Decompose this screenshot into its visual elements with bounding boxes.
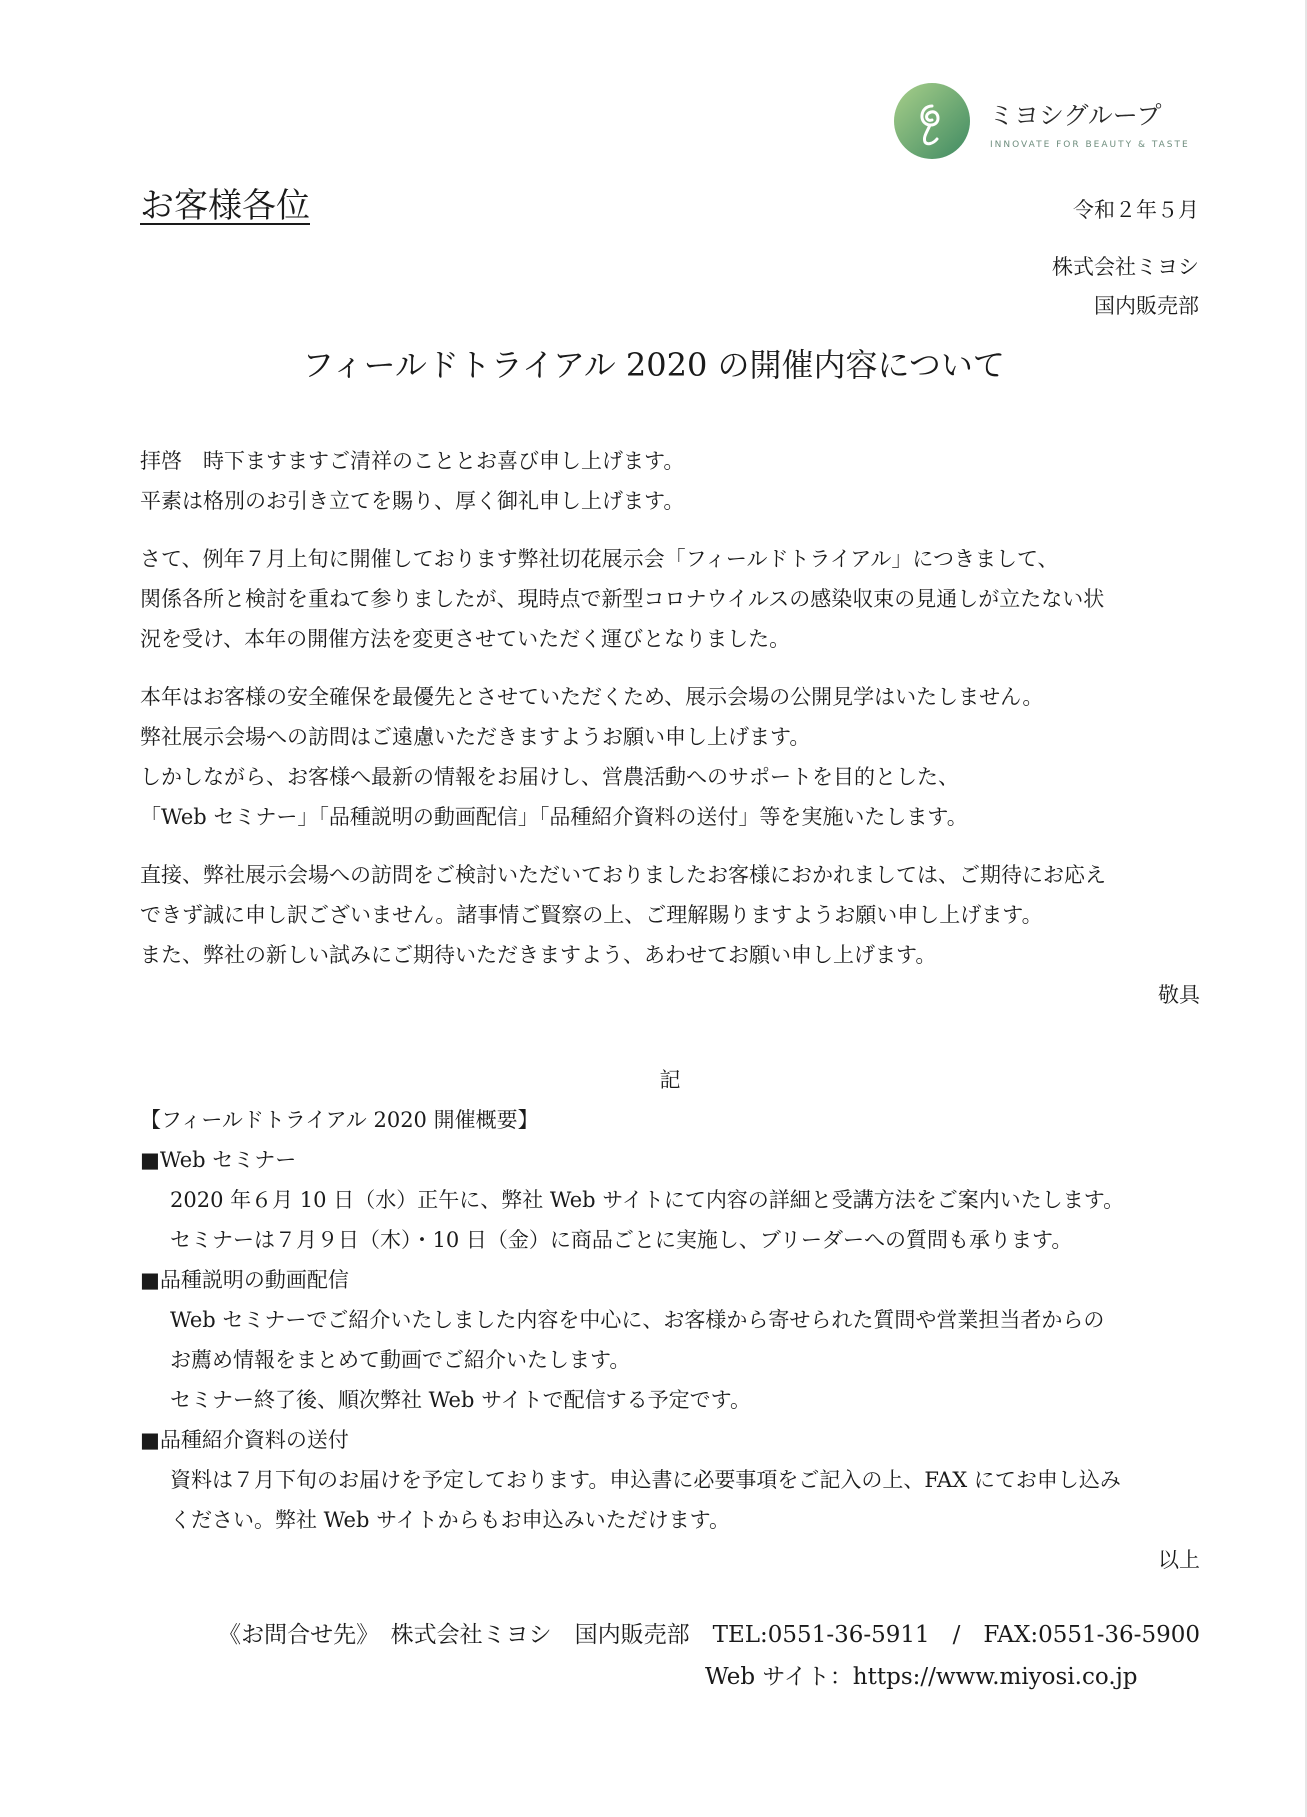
section-line: お薦め情報をまとめて動画でご紹介いたします。 bbox=[170, 1348, 631, 1372]
logo-tagline: INNOVATE FOR BEAUTY & TASTE bbox=[990, 140, 1190, 150]
contact-website[interactable]: Web サイト：https://www.miyosi.co.jp bbox=[705, 1664, 1138, 1690]
section-line: 2020 年６月 10 日（水）正午に、弊社 Web サイトにて内容の詳細と受講方法をご案内いたします。 bbox=[170, 1188, 1125, 1212]
paragraph-line: 弊社展示会場への訪問はご遠慮いただきますようお願い申し上げます。 bbox=[140, 725, 811, 749]
section-line: 資料は７月下旬のお届けを予定しております。申込書に必要事項をご記入の上、FAX にてお申し込み bbox=[170, 1468, 1121, 1492]
paragraph-line: 本年はお客様の安全確保を最優先とさせていただくため、展示会場の公開見学はいたしません。 bbox=[140, 685, 1044, 709]
closing-keigu: 敬具 bbox=[1158, 983, 1200, 1007]
section-line: セミナーは７月９日（木）・10 日（金）に商品ごとに実施し、ブリーダーへの質問も承ります。 bbox=[170, 1228, 1073, 1252]
paragraph-line: 直接、弊社展示会場への訪問をご検討いただいておりましたお客様におかれましては、ご期待にお応え bbox=[140, 863, 1106, 887]
section-line: Web セミナーでご紹介いたしました内容を中心に、お客様から寄せられた質問や営業担当者からの bbox=[170, 1308, 1105, 1332]
paragraph-line: 況を受け、本年の開催方法を変更させていただく運びとなりました。 bbox=[140, 627, 791, 651]
paragraph-line: しかしながら、お客様へ最新の情報をお届けし、営農活動へのサポートを目的とした、 bbox=[140, 765, 959, 789]
paragraph-line: さて、例年７月上旬に開催しております弊社切花展示会「フィールドトライアル」につきまして、 bbox=[140, 547, 1059, 571]
department: 国内販売部 bbox=[1094, 294, 1199, 318]
section-title: ■Web セミナー bbox=[140, 1148, 297, 1172]
contact-phone-fax: 《お問合せ先》 株式会社ミヨシ 国内販売部 TEL:0551-36-5911 / FAX:0551-36-5900 bbox=[218, 1622, 1200, 1648]
company-logo bbox=[893, 82, 1193, 164]
closing-ijou: 以上 bbox=[1158, 1548, 1200, 1572]
contact-info bbox=[140, 1614, 1200, 1698]
recipient: お客様各位 bbox=[140, 186, 310, 226]
paragraph-line: また、弊社の新しい試みにご期待いただきますよう、あわせてお願い申し上げます。 bbox=[140, 943, 937, 967]
logo-name: ミヨシグループ bbox=[989, 101, 1162, 130]
paragraph-line: 「Web セミナー」「品種説明の動画配信」「品種紹介資料の送付」等を実施いたします。 bbox=[140, 805, 968, 829]
section-title: ■品種説明の動画配信 bbox=[140, 1268, 349, 1292]
date: 令和２年５月 bbox=[1073, 198, 1199, 222]
notice-section bbox=[140, 1060, 1200, 1580]
section-line: セミナー終了後、順次弊社 Web サイトで配信する予定です。 bbox=[170, 1388, 751, 1412]
paragraph-line: 拝啓 時下ますますご清祥のこととお喜び申し上げます。 bbox=[140, 449, 685, 473]
ki-heading: 記 bbox=[659, 1068, 681, 1092]
notice-heading: 【フィールドトライアル 2020 開催概要】 bbox=[140, 1108, 539, 1132]
company-name: 株式会社ミヨシ bbox=[1052, 255, 1199, 279]
section-line: ください。弊社 Web サイトからもお申込みいただけます。 bbox=[170, 1508, 730, 1532]
logo-mark-icon bbox=[893, 82, 971, 160]
letter-body bbox=[140, 441, 1200, 1015]
section-title: ■品種紹介資料の送付 bbox=[140, 1428, 349, 1452]
paragraph-line: 関係各所と検討を重ねて参りましたが、現時点で新型コロナウイルスの感染収束の見通しが立たない状 bbox=[140, 587, 1105, 611]
paragraph-line: できず誠に申し訳ございません。諸事情ご賢察の上、ご理解賜りますようお願い申し上げます。 bbox=[140, 903, 1043, 927]
page-title: フィールドトライアル 2020 の開催内容について bbox=[302, 346, 1005, 384]
paragraph-line: 平素は格別のお引き立てを賜り、厚く御礼申し上げます。 bbox=[140, 489, 685, 513]
